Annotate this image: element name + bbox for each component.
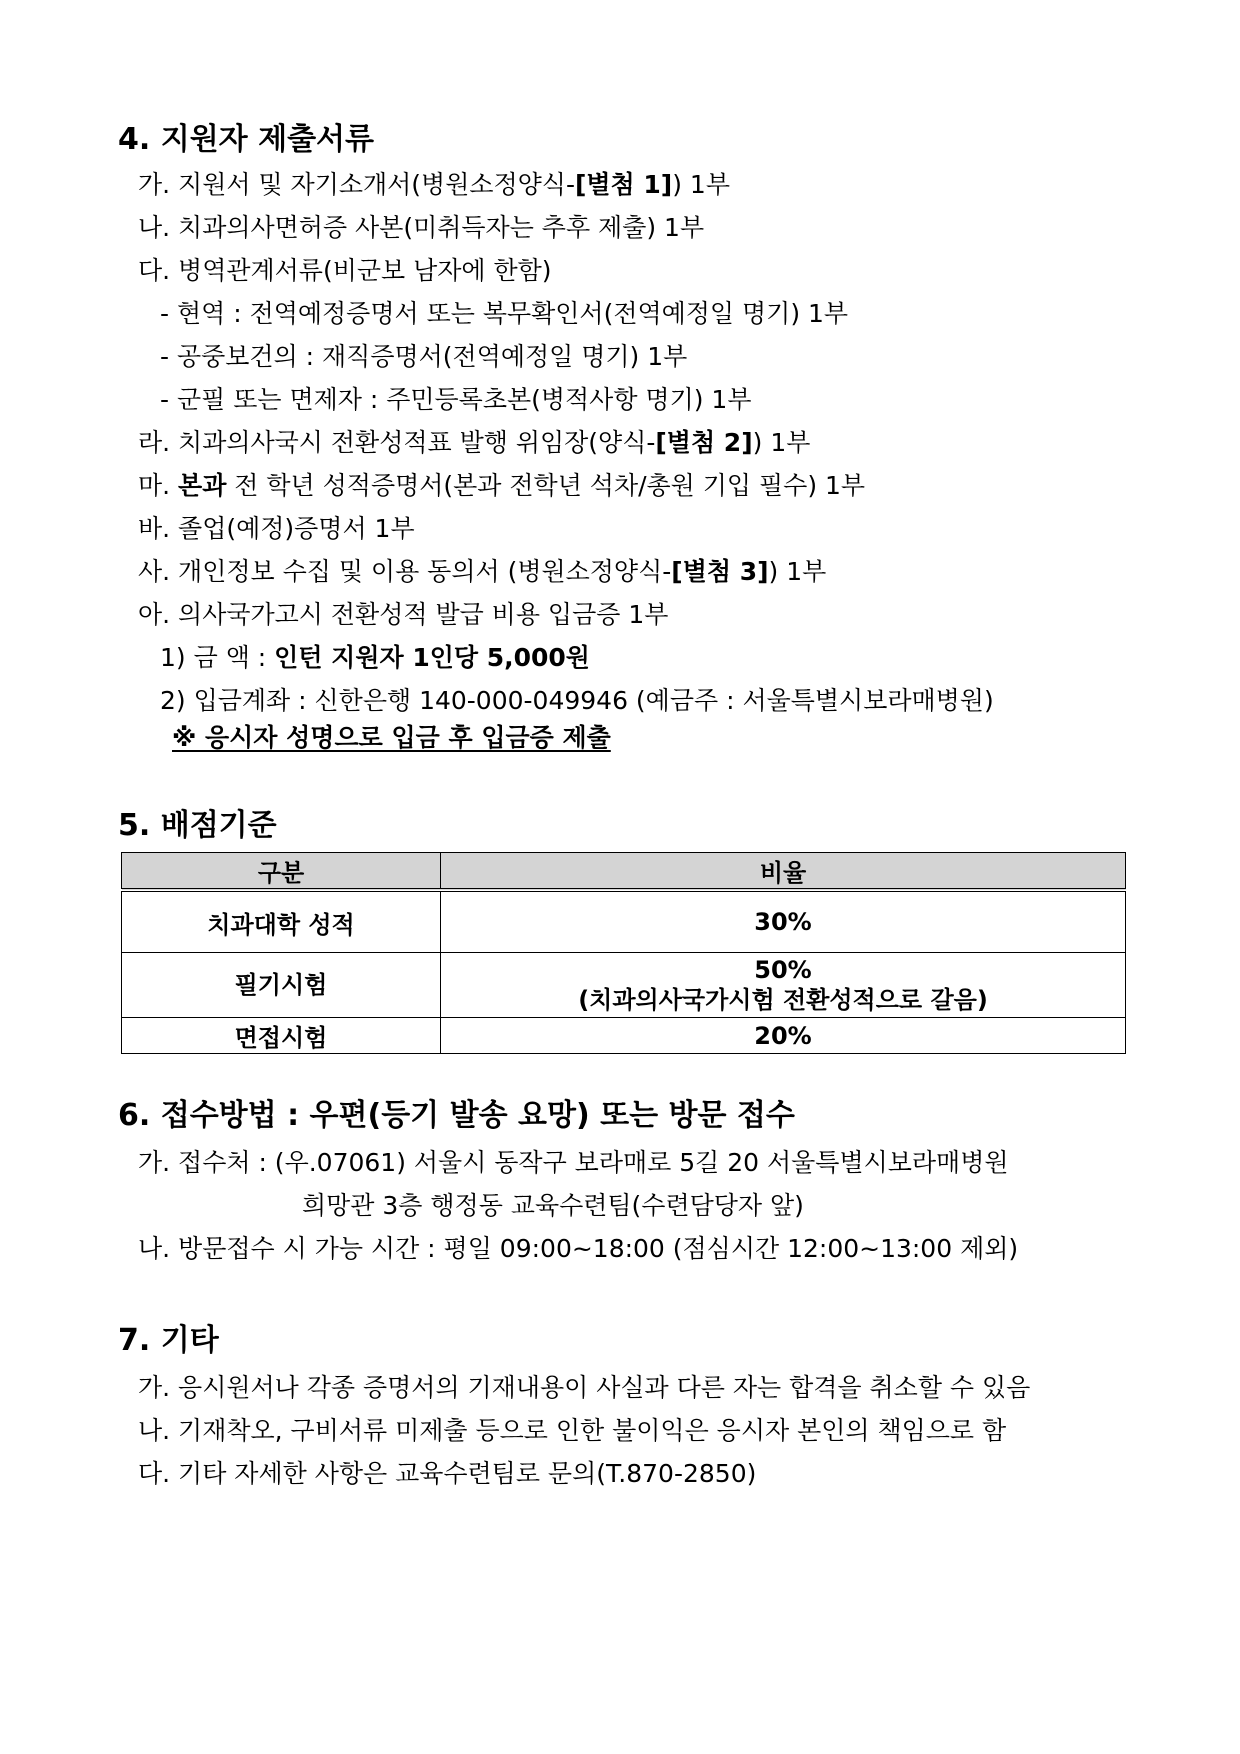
sec4-item-a-1-pre: 1) 금 액 : — [160, 643, 275, 672]
sec4-item-a-2: 2) 입금계좌 : 신한은행 140-000-049946 (예금주 : 서울특별시보라매병원) — [160, 686, 994, 715]
scoring-table — [121, 852, 1126, 1054]
sec7-item-na: 나. 기재착오, 구비서류 미제출 등으로 인한 불이익은 응시자 본인의 책임으로 함 — [138, 1416, 1007, 1445]
sec4-item-ga — [138, 165, 730, 201]
sec6-item-na: 나. 방문접수 시 가능 시간 : 평일 09:00~18:00 (점심시간 12:00~13:00 제외) — [138, 1234, 1019, 1263]
sec4-item-sa-pre: 사. 개인정보 수집 및 이용 동의서 (병원소정양식- — [138, 557, 672, 586]
sec4-item-sa — [138, 552, 826, 588]
table-cell-category: 치과대학 성적 — [122, 890, 441, 953]
sec4-item-ba: 바. 졸업(예정)증명서 1부 — [138, 514, 415, 543]
sec4-deposit-note: ※ 응시자 성명으로 입금 후 입금증 제출 — [172, 723, 611, 752]
sec7-item-da: 다. 기타 자세한 사항은 교육수련팀로 문의(T.870-2850) — [138, 1459, 757, 1488]
sec4-item-ga-pre: 가. 지원서 및 자기소개서(병원소정양식- — [138, 170, 575, 199]
table-cell-ratio: 20% — [441, 1018, 1126, 1054]
sec4-item-da-2: - 공중보건의 : 재직증명서(전역예정일 명기) 1부 — [160, 342, 688, 371]
table-cell-ratio-note: (치과의사국가시험 전환성적으로 갈음) — [578, 986, 988, 1014]
scoring-table-header-row — [122, 853, 1126, 891]
sec4-item-ma-post: 전 학년 성적증명서(본과 전학년 석차/총원 기입 필수) 1부 — [226, 471, 866, 500]
sec4-item-ga-post: ) 1부 — [672, 170, 730, 199]
table-row — [122, 1018, 1126, 1054]
sec4-item-sa-post: ) 1부 — [768, 557, 827, 586]
sec4-item-a-1 — [160, 638, 590, 674]
scoring-table-header-category: 구분 — [122, 853, 441, 891]
sec4-item-ra-pre: 라. 치과의사국시 전환성적표 발행 위임장(양식- — [138, 428, 656, 457]
sec7-item-ga: 가. 응시원서나 각종 증명서의 기재내용이 사실과 다른 자는 합격을 취소할 수 있음 — [138, 1373, 1031, 1402]
sec4-item-ra-post: ) 1부 — [752, 428, 811, 457]
table-row — [122, 953, 1126, 1018]
sec4-item-da: 다. 병역관계서류(비군보 남자에 한함) — [138, 256, 552, 285]
sec4-item-ma — [138, 466, 865, 502]
sec4-item-da-1: - 현역 : 전역예정증명서 또는 복무확인서(전역예정일 명기) 1부 — [160, 299, 849, 328]
section-4-title: 4. 지원자 제출서류 — [118, 122, 375, 157]
section-6-title: 6. 접수방법 : 우편(등기 발송 요망) 또는 방문 접수 — [118, 1098, 795, 1133]
section-7-title: 7. 기타 — [118, 1323, 219, 1358]
sec4-item-ra-attachment: [별첨 2] — [655, 428, 753, 457]
table-cell-ratio-value: 50% — [754, 956, 812, 984]
scoring-table-header-ratio: 비율 — [441, 853, 1126, 891]
sec4-item-na: 나. 치과의사면허증 사본(미취득자는 추후 제출) 1부 — [138, 213, 705, 242]
table-cell-category: 면접시험 — [122, 1018, 441, 1054]
table-cell-ratio — [441, 953, 1126, 1018]
sec6-item-ga: 가. 접수처 : (우.07061) 서울시 동작구 보라매로 5길 20 서울특별시보라매병원 — [138, 1148, 1009, 1177]
sec4-item-ga-attachment: [별첨 1] — [574, 170, 673, 199]
table-cell-category: 필기시험 — [122, 953, 441, 1018]
sec4-item-ma-emphasis: 본과 — [178, 471, 227, 500]
sec4-item-a: 아. 의사국가고시 전환성적 발급 비용 입금증 1부 — [138, 600, 669, 629]
sec6-item-ga-cont: 희망관 3층 행정동 교육수련팀(수련담당자 앞) — [302, 1191, 804, 1220]
table-row — [122, 890, 1126, 953]
sec4-item-ra — [138, 423, 810, 459]
sec4-item-a-1-amount: 인턴 지원자 1인당 5,000원 — [274, 643, 590, 672]
sec4-item-sa-attachment: [별첨 3] — [671, 557, 769, 586]
section-5-title: 5. 배점기준 — [118, 808, 277, 843]
table-cell-ratio: 30% — [441, 890, 1126, 953]
sec4-item-da-3: - 군필 또는 면제자 : 주민등록초본(병적사항 명기) 1부 — [160, 385, 752, 414]
sec4-item-ma-pre: 마. — [138, 471, 179, 500]
